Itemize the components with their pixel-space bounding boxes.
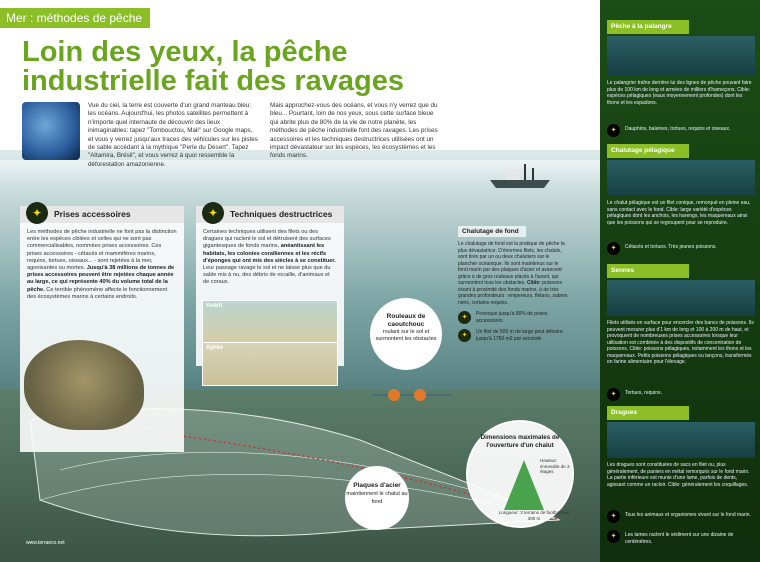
techniques-paragraph-2: Leur passage ravage le sol et ne laisse plus que du sable mis à nu, des débris de rocaille, d'animaux et de coraux. (203, 265, 331, 286)
chalutage-note-2 (458, 329, 568, 342)
title-line-1: Loin des yeux, la pêche (22, 36, 348, 68)
dragues-victims-1-text: Tous les animaux et organismes vivant sur le fond marin. (625, 512, 751, 518)
prises-accessoires-title: Prises accessoires (54, 209, 131, 219)
palangre-victims (607, 126, 755, 133)
blade-icon: ✦ (607, 530, 620, 543)
page-title (22, 38, 404, 96)
sennes-image (607, 280, 755, 316)
turtle-icon: ✦ (202, 202, 224, 224)
techniques-title: Techniques destructrices (230, 209, 333, 219)
palangre-image (607, 36, 755, 76)
chalutage-de-fond-text (458, 241, 568, 306)
prises-paragraph-1: Les méthodes de pêche industrielle ne font pas la distinction entre les espèces ciblées et celles qui ne sont pas commercialisables, nommées prises accessoires. Ces prises accessoires - cétacés et mammifères marins, requins, tortues, oiseaux... - sont rejetées à la mer, agonisantes ou mortes. (27, 229, 177, 272)
chalutage-cible: poissons vivant à proximité des fonds marins, à de très grandes profondeurs : empereurs, flétans, sabres noirs, certains requins. (458, 280, 568, 306)
rouleaux-title: Rouleaux de caoutchouc (386, 313, 426, 328)
rouleaux-text: roulant sur le sol et surmontent les obstacles (375, 329, 437, 342)
chalutage-description: Le chalutage de fond est la pratique de pêche la plus dévastatrice. D'énormes filets, les chaluts, sont tirés par un ou deux chalutiers sur le plancher océanique. Ils sont maintenus sur le fond marin par des plaques d'acier et avancent grâce à de gros rouleaux placés à l'avant, qui surmontent tous les obstacles. (458, 241, 565, 286)
palangre-description: Le palangrier traîne derrière lui des lignes de pêche pouvant faire plus de 100 km de long et armées de milliers d'hameçons. (607, 80, 752, 93)
sidebar (600, 0, 760, 562)
dragues-description: Les dragues sont constituées de sacs en filet ou, plus généralement, de paniers en métal remorqués sur le fond marin. La partie inférieure est munie d'une lame, parfois de dents, agissant comme un racloir. (607, 462, 750, 488)
chalutage-cible-label: Cible: (526, 280, 541, 286)
plaques-title: Plaques d'acier (353, 482, 401, 489)
dragues-victims-2 (607, 532, 755, 545)
palangre-victims-text: Dauphins, baleines, tortues, requins et oiseaux. (625, 126, 731, 132)
website-link[interactable]: www.terraeco.net (26, 540, 65, 546)
pelagique-victims-text: Cétacés et tortues. Très jeunes poissons. (625, 244, 717, 250)
chalutage-note-1 (458, 311, 568, 324)
prises-accessoires-header (20, 206, 184, 223)
chalutage-pelagique-image (607, 160, 755, 196)
title-line-2: industrielle fait des ravages (22, 65, 404, 97)
dragues-cible: Cible: généralement les coquillages. (667, 481, 749, 488)
avant-label: Avant (206, 303, 223, 309)
turtle-icon: ✦ (607, 510, 620, 523)
techniques-paragraph-1: Certaines techniques utilisent des filets ou des dragues qui raclent le sol et détruisent des surfaces gigantesques de fonds marins, (203, 229, 331, 250)
dragues-text (607, 462, 755, 488)
turtle-icon: ✦ (26, 202, 48, 224)
pelagique-description: Le chalut pélagique est un filet conique, remorqué en pleine eau, sans contact avec le fond. (607, 200, 751, 213)
plaques-text: maintiennent le chalut au fond (346, 491, 408, 505)
note-1-text: Provoque jusqu'à 80% de prises accessoires. (476, 311, 548, 324)
plaques-callout (345, 466, 409, 530)
dimensions-callout (466, 420, 574, 528)
hauteur-label: Hauteur: immeuble de 3 étages (540, 458, 570, 474)
chalutage-de-fond-title: Chalutage de fond (458, 226, 526, 237)
turtle-icon: ✦ (607, 124, 620, 137)
turtle-icon: ✦ (458, 329, 471, 342)
apres-panel (202, 342, 338, 386)
intro-column-1: Vue du ciel, la terre est couverte d'un grand manteau bleu: les océans. Aujourd'hui, les photos satellites permettent à n'importe quel internaute de découvrir des lieux inimaginables: tapez "Tombouctou, Mali" sur Google maps, et vous y verrez jusqu'aux traces des véhicules sur les pistes de sable accédant à la mythique "Perle du Désert". Tapez "Altamira, Brésil", et vous verrez à quoi ressemble la déforestation amazonienne. (88, 102, 258, 168)
dragues-title: Dragues (607, 406, 689, 420)
longueur-label: Longueur: 3 terrains de football soit 300 m (498, 510, 570, 521)
sennes-victims-text: Tortues, requins. (625, 390, 662, 396)
prises-paragraph-2: Ce terrible phénomène affecte le fonctionnement des écosystèmes marins à certains endroits. (27, 286, 168, 300)
chalutage-pelagique-title: Chalutage pélagique (607, 144, 689, 158)
techniques-header (196, 206, 344, 223)
dragues-victims-1 (607, 512, 755, 519)
intro-column-2: Mais approchez-vous des océans, et vous n'y verrez que du bleu... Pourtant, loin de nos yeux, sous cette surface bleue qui abrite plus de 80% de la vie de notre planète, les méthodes de pêche industrielle font des ravages. Les prises accessoires et les techniques destructrices utilisées ont un impact dévastateur sur les espèces, les écosystèmes et les fonds marins. (270, 102, 438, 160)
note-2-text: Un filet de 500 m de large peut détruire jusqu'à 1750 m2 par seconde. (476, 329, 563, 342)
turtle-icon: ✦ (458, 311, 471, 324)
prises-highlight: Jusqu'à 38 millions de tonnes de prises accessoires peuvent être rejetées chaque année au large, ce qui représente 40% du volume total de la pêche. (27, 265, 175, 293)
sennes-victims (607, 390, 755, 397)
sennes-text (607, 320, 755, 366)
techniques-body (196, 223, 344, 293)
football-field-triangle (504, 460, 544, 510)
dragues-victims-2-text: Les lames raclent le sédiment sur une dizaine de centimètres. (625, 532, 734, 545)
avant-panel (202, 300, 338, 344)
section-tag: Mer : méthodes de pêche (0, 8, 150, 28)
dimensions-title: Dimensions maximales de l'ouverture d'un chalut (480, 434, 560, 449)
chalutage-de-fond-block (458, 226, 568, 342)
pelagique-victims (607, 244, 755, 251)
trawler-ship-icon (488, 160, 558, 190)
dragues-image (607, 422, 755, 458)
earth-globe-image (22, 102, 80, 160)
rollers-illustration (372, 380, 452, 410)
techniques-highlight: anéantissant les habitats, les colonies coralliennes et les récifs d'éponges qui ont mis des siècles à se constituer. (203, 243, 336, 264)
prises-accessoires-body (20, 223, 184, 307)
sennes-title: Sennes (607, 264, 689, 278)
apres-label: Après (206, 345, 224, 351)
palangre-text (607, 80, 755, 106)
turtle-icon: ✦ (607, 388, 620, 401)
pelagique-cible: Cible: large variété d'espèces pélagiques dont les anchois, les harengs, les maquereaux ainsi que les poissons qui se regroupent pour se reproduire. (607, 206, 748, 226)
sennes-cible: Cible: poissons pélagiques, notamment les thons et les maquereaux. Petits poissons pélagiques ou lançons, transformés en farine alimentaire pour l'élevage. (607, 346, 752, 365)
turtle-icon: ✦ (607, 242, 620, 255)
palangre-cible: Cible: espèces pélagiques (eaux moyennement profondes) dont les thons et les espadons. (607, 86, 750, 106)
sennes-description: Filets utilisés en surface pour encercler des bancs de poissons. Ils peuvent mesurer plus d'1 km de long et 100 à 200 m de haut, et provoquent de nombreuses prises accessoires lorsque leur utilisation est combinée à des dispositifs de concentration de poissons. (607, 320, 754, 352)
rouleaux-callout (370, 298, 442, 370)
chalutage-pelagique-text (607, 200, 755, 226)
palangre-title: Pêche à la palangre (607, 20, 689, 34)
